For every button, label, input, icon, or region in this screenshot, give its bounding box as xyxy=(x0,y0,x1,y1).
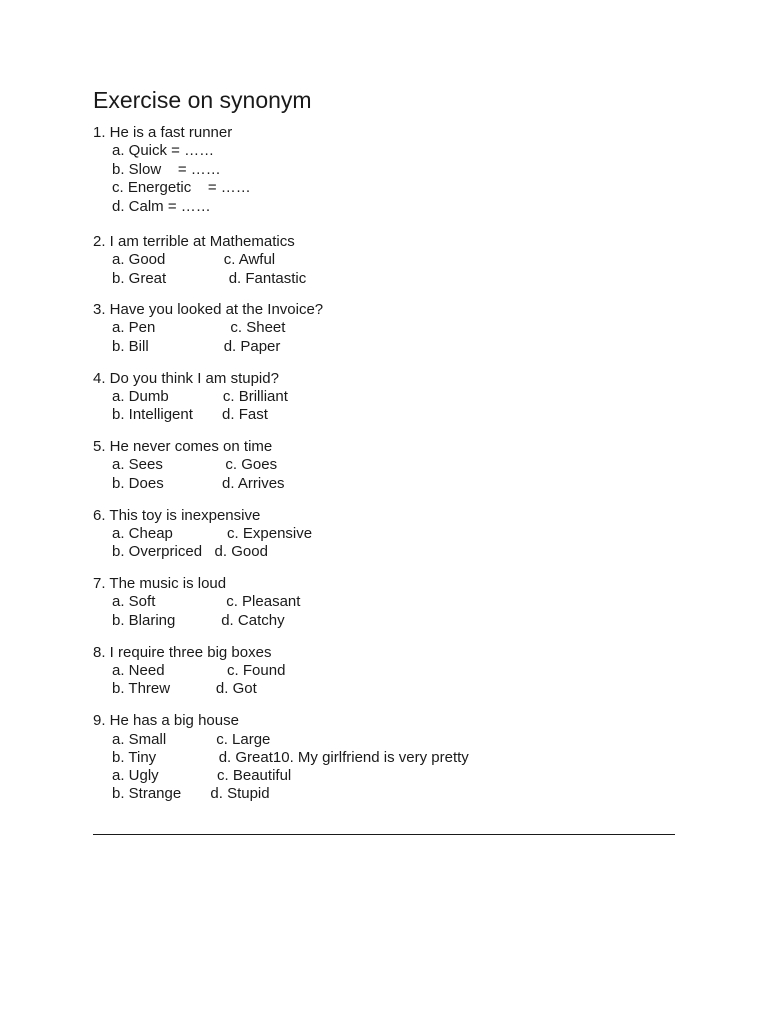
question-5-options-bd: b. Does d. Arrives xyxy=(112,475,285,492)
question-1-option-a: a. Quick = …… xyxy=(112,142,215,159)
question-4-options-ac: a. Dumb c. Brilliant xyxy=(112,388,288,405)
question-3-options-bd: b. Bill d. Paper xyxy=(112,338,281,355)
question-4: 4. Do you think I am stupid? xyxy=(93,370,279,387)
question-7: 7. The music is loud xyxy=(93,575,227,592)
question-8-options-bd: b. Threw d. Got xyxy=(112,680,257,697)
bottom-divider xyxy=(93,834,675,835)
question-6-options-bd: b. Overpriced d. Good xyxy=(112,543,268,560)
question-9: 9. He has a big house xyxy=(93,712,239,729)
question-1-option-b: b. Slow = …… xyxy=(112,161,221,178)
question-6-options-ac: a. Cheap c. Expensive xyxy=(112,525,313,542)
question-2: 2. I am terrible at Mathematics xyxy=(93,233,295,250)
question-9-options-bd: b. Tiny d. Great10. My girlfriend is very pretty xyxy=(112,749,469,766)
question-3: 3. Have you looked at the Invoice? xyxy=(93,301,324,318)
question-3-options-ac: a. Pen c. Sheet xyxy=(112,319,286,336)
question-7-options-ac: a. Soft c. Pleasant xyxy=(112,593,301,610)
question-2-options-bd: b. Great d. Fantastic xyxy=(112,270,307,287)
question-5-options-ac: a. Sees c. Goes xyxy=(112,456,278,473)
question-7-options-bd: b. Blaring d. Catchy xyxy=(112,612,285,629)
question-8-options-ac: a. Need c. Found xyxy=(112,662,286,679)
question-2-options-ac: a. Good c. Awful xyxy=(112,251,276,268)
question-1: 1. He is a fast runner xyxy=(93,124,233,141)
question-10-options-bd: b. Strange d. Stupid xyxy=(112,785,270,802)
question-1-option-c: c. Energetic = …… xyxy=(112,179,251,196)
question-5: 5. He never comes on time xyxy=(93,438,273,455)
question-10-options-ac: a. Ugly c. Beautiful xyxy=(112,767,292,784)
question-4-options-bd: b. Intelligent d. Fast xyxy=(112,406,268,423)
question-6: 6. This toy is inexpensive xyxy=(93,507,261,524)
page-title: Exercise on synonym xyxy=(93,87,312,113)
question-1-option-d: d. Calm = …… xyxy=(112,198,211,215)
question-8: 8. I require three big boxes xyxy=(93,644,272,661)
question-9-options-ac: a. Small c. Large xyxy=(112,731,271,748)
